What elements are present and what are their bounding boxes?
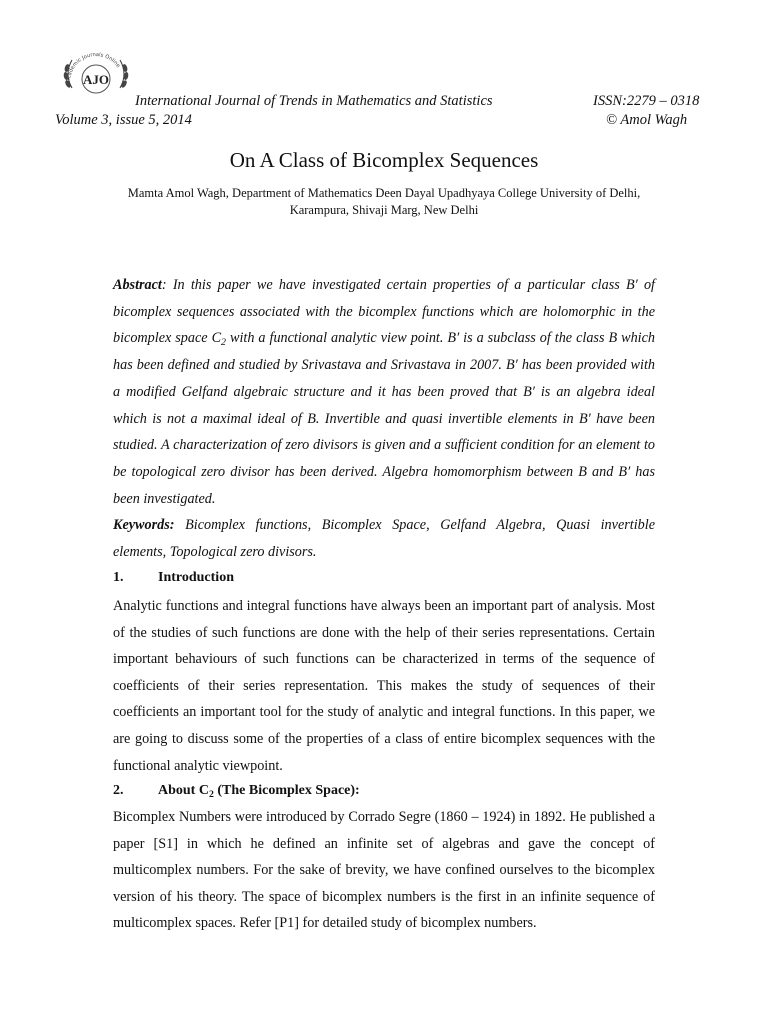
section-2-title-1: About C xyxy=(158,783,209,798)
abstract-paragraph xyxy=(113,272,655,512)
keywords-paragraph xyxy=(113,512,655,565)
logo-text: AJO xyxy=(83,72,109,87)
section-2-text: Bicomplex Numbers were introduced by Corrado Segre (1860 – 1924) in 1892. He published a paper [S1] in which he defined an infinite set of algebras and gave the concept of multicomplex numbers. For the sake of brevity, we have confined ourselves to the bicomplex version of his theory. The space of bicomplex numbers is the first in an infinite sequence of multicomplex spaces. Refer [P1] for detailed study of bicomplex numbers. xyxy=(113,809,655,932)
section-2-title-2: (The Bicomplex Space): xyxy=(213,783,360,798)
keywords-text: Bicomplex functions, Bicomplex Space, Gelfand Algebra, Quasi invertible elements, Topological zero divisors. xyxy=(113,517,655,561)
journal-name: International Journal of Trends in Mathematics and Statistics xyxy=(135,93,493,109)
paper-title: On A Class of Bicomplex Sequences xyxy=(229,148,539,172)
abstract-subscript: 2 xyxy=(221,337,227,349)
section-1-heading xyxy=(113,570,234,586)
section-2-title-subscript: 2 xyxy=(208,789,214,800)
section-2-heading xyxy=(113,783,360,799)
abstract-block xyxy=(113,272,655,566)
section-2-number: 2. xyxy=(113,783,124,798)
volume-issue: Volume 3, issue 5, 2014 xyxy=(55,112,192,128)
journal-logo xyxy=(56,44,136,104)
abstract-text-1: : In this paper we have investigated certain properties of a particular class B′ of bicomplex sequences associated with the bicomplex functions which are holomorphic in the bicomplex space C xyxy=(113,277,655,347)
section-1-number: 1. xyxy=(113,570,124,585)
abstract-label: Abstract xyxy=(113,277,162,293)
issn: ISSN:2279 – 0318 xyxy=(593,93,700,109)
copyright: © Amol Wagh xyxy=(606,112,688,128)
section-1-text: Analytic functions and integral functions have always been an important part of analysis. Most of the studies of such functions are done with the help of their series representations. Certain important behaviours of such functions can be characterized in terms of the sequence of coefficients of their series representation. This makes the study of sequences of their coefficients an important tool for the study of analytic and integral functions. In this paper, we are going to discuss some of the properties of a class of entire bicomplex sequences with the functional analytic viewpoint. xyxy=(113,598,655,774)
abstract-text-2: with a functional analytic view point. B′ is a subclass of the class B which has been defined and studied by Srivastava and Srivastava in 2007. B′ has been provided with a modified Gelfand algebraic structure and it has been proved that B′ is an algebra ideal which is not a maximal ideal of B. Invertible and quasi invertible elements in B′ have been studied. A characterization of zero divisors is given and a sufficient condition for an element to be topological zero divisor has been derived. Algebra homomorphism between B and B′ has been investigated. xyxy=(113,330,655,507)
section-1-title: Introduction xyxy=(158,570,234,585)
keywords-label: Keywords: xyxy=(113,517,175,534)
logo-ring-text: Academic Journals Online xyxy=(65,51,122,83)
author-line-1: Mamta Amol Wagh, Department of Mathematics Deen Dayal Upadhyaya College University of Delhi, xyxy=(127,186,641,200)
author-line-2: Karampura, Shivaji Marg, New Delhi xyxy=(289,203,479,217)
author-affiliation xyxy=(96,185,672,219)
